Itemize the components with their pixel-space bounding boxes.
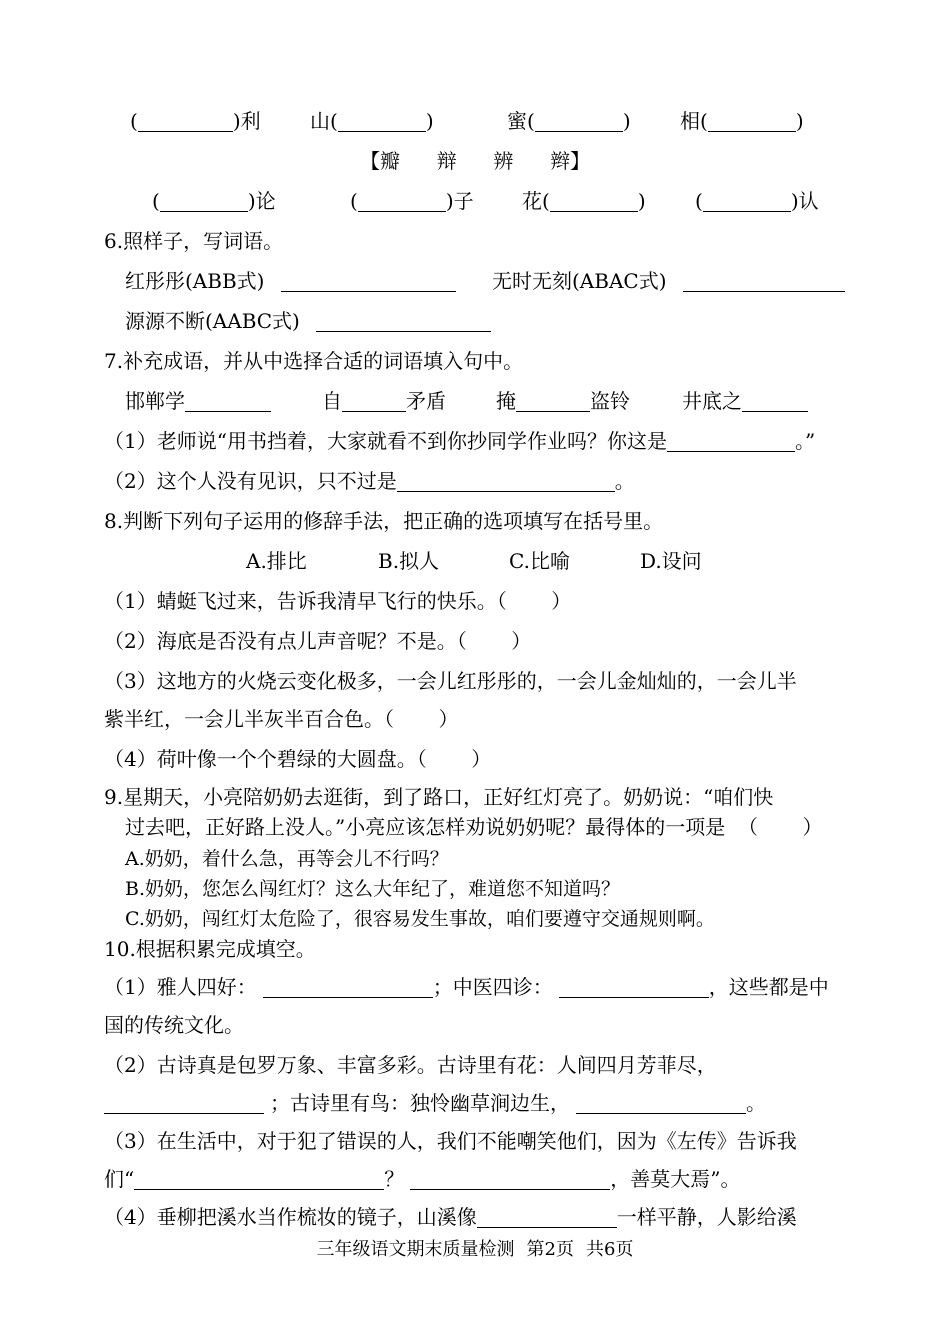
q9-option-b: B.奶奶，您怎么闯红灯？这么大年纪了，难道您不知道吗？	[125, 878, 621, 900]
word-suffix: )论	[247, 189, 276, 213]
answer-blank[interactable]	[263, 977, 433, 998]
paren-open: (	[130, 109, 138, 133]
answer-blank[interactable]	[683, 271, 845, 292]
q7-idiom-4	[682, 388, 808, 414]
sentence-text: ；古诗里有鸟：独怜幽草涧边生，	[270, 1091, 570, 1115]
paren-close: )	[637, 189, 646, 213]
q6-item-aabc	[125, 308, 491, 334]
q10-sentence-1	[104, 974, 829, 1000]
bracket-char-group: 【瓣 辩 辨 辫】	[360, 149, 591, 173]
q9-line-2: 过去吧，正好路上没人。”小亮应该怎样劝说奶奶呢？最得体的一项是 （ ）	[125, 815, 823, 839]
q8-title: 8.判断下列句子运用的修辞手法，把正确的选项填写在括号里。	[104, 509, 664, 533]
answer-blank[interactable]	[703, 191, 791, 212]
sentence-text: 一样平静，人影给溪	[616, 1205, 797, 1229]
q9-line-1: 9.星期天，小亮陪奶奶去逛街，到了路口，正好红灯亮了。奶奶说：“咱们快	[104, 785, 774, 809]
q8-sentence-3a: （3）这地方的火烧云变化极多，一会儿红彤彤的，一会儿金灿灿的，一会儿半	[104, 669, 797, 693]
answer-blank[interactable]	[576, 1093, 746, 1114]
word-suffix: )认	[790, 189, 819, 213]
q5-row1	[130, 108, 261, 134]
pattern-label: 源源不断(AABC式)	[125, 309, 300, 333]
q5-row1-item3	[507, 108, 631, 134]
paren-open: (	[695, 189, 703, 213]
q6-item-abb	[125, 268, 456, 294]
q10-sentence-2a: （2）古诗真是包罗万象、丰富多彩。古诗里有花：人间四月芳菲尽，	[104, 1053, 717, 1077]
q8-sentence-2: （2）海底是否没有点儿声音呢？不是。（ ）	[104, 629, 532, 653]
word-prefix: 花(	[522, 189, 550, 213]
paren-close: )	[425, 109, 434, 133]
sentence-text: ；中医四诊：	[432, 975, 553, 999]
q5-row2-item3	[522, 188, 646, 214]
q8-option-a: A.排比	[246, 549, 307, 573]
answer-blank[interactable]	[742, 391, 808, 412]
q7-idiom-3	[496, 388, 630, 414]
sentence-text: ？	[384, 1167, 405, 1191]
q8-option-c: C.比喻	[509, 549, 570, 573]
page-number: 第2页	[526, 1239, 574, 1260]
answer-blank[interactable]	[160, 191, 248, 212]
q5-row1-item2	[310, 108, 434, 134]
sentence-text: （4）垂柳把溪水当作梳妆的镜子，山溪像	[104, 1205, 477, 1229]
q10-sentence-3a: （3）在生活中，对于犯了错误的人，我们不能嘲笑他们，因为《左传》告诉我	[104, 1129, 797, 1153]
answer-blank[interactable]	[338, 111, 426, 132]
answer-blank[interactable]	[410, 1169, 610, 1190]
answer-blank[interactable]	[138, 111, 233, 132]
word-suffix: )利	[232, 109, 261, 133]
sentence-text: （1）老师说“用书挡着，大家就看不到你抄同学作业吗？你这是	[104, 429, 667, 453]
idiom-text: 自	[322, 389, 342, 413]
answer-blank[interactable]	[559, 977, 709, 998]
answer-blank[interactable]	[516, 391, 590, 412]
q7-sentence-2	[104, 468, 635, 494]
answer-blank[interactable]	[477, 1207, 617, 1228]
q8-sentence-3b: 紫半红，一会儿半灰半百合色。（ ）	[104, 707, 459, 731]
answer-blank[interactable]	[535, 111, 623, 132]
q6-item-abac	[492, 268, 845, 294]
q10-sentence-4	[104, 1204, 797, 1230]
exam-title: 三年级语文期末质量检测	[316, 1239, 515, 1260]
q10-sentence-2b	[104, 1090, 766, 1116]
answer-blank[interactable]	[134, 1169, 384, 1190]
sentence-end: ，善莫大焉”。	[610, 1167, 741, 1191]
word-prefix: 相(	[680, 109, 708, 133]
answer-blank[interactable]	[708, 111, 796, 132]
paren-close: )	[622, 109, 631, 133]
sentence-end: 。	[614, 469, 635, 493]
pattern-label: 红彤彤(ABB式)	[125, 269, 265, 293]
answer-blank[interactable]	[281, 271, 456, 292]
answer-blank[interactable]	[342, 391, 406, 412]
answer-blank[interactable]	[316, 311, 491, 332]
q6-title: 6.照样子，写词语。	[104, 229, 284, 253]
word-prefix: 山(	[310, 109, 338, 133]
idiom-text: 井底之	[682, 389, 742, 413]
pattern-label: 无时无刻(ABAC式)	[492, 269, 667, 293]
idiom-text: 掩	[496, 389, 516, 413]
paren-close: )	[795, 109, 804, 133]
word-prefix: 蜜(	[507, 109, 535, 133]
q5-row2-item2	[350, 188, 474, 214]
word-suffix: )子	[445, 189, 474, 213]
sentence-text: ，这些都是中	[708, 975, 829, 999]
q9-option-a: A.奶奶，着什么急，再等会儿不行吗？	[125, 848, 449, 870]
q10-sentence-1b: 国的传统文化。	[104, 1013, 244, 1037]
answer-blank[interactable]	[185, 391, 271, 412]
paren-open: (	[152, 189, 160, 213]
sentence-end: 。”	[794, 429, 816, 453]
idiom-text: 矛盾	[406, 389, 446, 413]
idiom-text: 邯郸学	[125, 389, 185, 413]
q7-idiom-2	[322, 388, 446, 414]
answer-blank[interactable]	[397, 471, 615, 492]
q8-sentence-1: （1）蜻蜓飞过来，告诉我清早飞行的快乐。（ ）	[104, 589, 572, 613]
sentence-text: （2）这个人没有见识，只不过是	[104, 469, 397, 493]
q7-idiom-1	[125, 388, 271, 414]
q10-sentence-3b	[104, 1166, 740, 1192]
q5-row2-item4	[695, 188, 819, 214]
q5-row1-item4	[680, 108, 804, 134]
answer-blank[interactable]	[667, 431, 795, 452]
sentence-text: 们“	[104, 1167, 135, 1191]
q7-title: 7.补充成语，并从中选择合适的词语填入句中。	[104, 349, 524, 373]
q9-option-c: C.奶奶，闯红灯太危险了，很容易发生事故，咱们要遵守交通规则啊。	[125, 908, 715, 930]
q7-sentence-1	[104, 428, 815, 454]
q8-sentence-4: （4）荷叶像一个个碧绿的大圆盘。（ ）	[104, 747, 492, 771]
paren-open: (	[350, 189, 358, 213]
sentence-end: 。	[746, 1091, 766, 1115]
answer-blank[interactable]	[104, 1093, 264, 1114]
answer-blank[interactable]	[358, 191, 446, 212]
q8-option-b: B.拟人	[378, 549, 440, 573]
idiom-text: 盗铃	[590, 389, 630, 413]
q5-row2-item1	[152, 188, 276, 214]
page-footer	[0, 1238, 950, 1262]
answer-blank[interactable]	[550, 191, 638, 212]
q10-title: 10.根据积累完成填空。	[104, 937, 316, 961]
q8-option-d: D.设问	[640, 549, 702, 573]
page-total: 共6页	[586, 1239, 634, 1260]
sentence-text: （1）雅人四好：	[104, 975, 257, 999]
